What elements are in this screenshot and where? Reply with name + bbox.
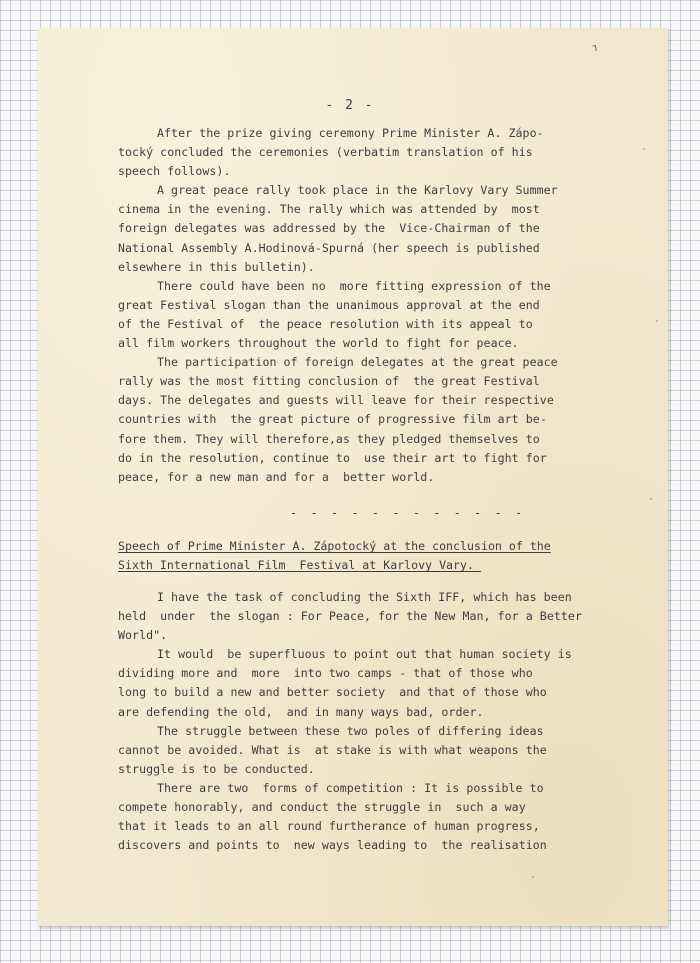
text-line: do in the resolution, continue to use their art to fight for [118,450,547,465]
text-line: The struggle between these two poles of differing ideas [157,723,544,738]
text-line: all film workers throughout the world to fight for peace. [118,336,519,351]
speech-text [118,588,638,855]
paper-speck [650,498,652,500]
paper-speck [532,876,534,878]
intro-text [118,124,638,487]
text-line: great Festival slogan than the unanimous approval at the end [118,297,540,312]
text-line: compete honorably, and conduct the struggle in such a way [118,800,526,815]
text-line: peace, for a new man and for a better world. [118,469,435,484]
text-line: The participation of foreign delegates at the great peace [157,355,558,370]
paragraph-3 [118,277,638,353]
paragraph-1 [118,124,638,181]
text-line: National Assembly A.Hodinová-Spurná (her speech is published [118,240,540,255]
paper-speck [643,148,645,150]
speech-paragraph-3 [118,722,638,779]
text-line: It would be superfluous to point out that human society is [157,647,572,662]
text-line: rally was the most fitting conclusion of the great Festival [118,374,540,389]
paragraph-2 [118,181,638,276]
text-line: A great peace rally took place in the Karlovy Vary Summer [157,183,558,198]
text-line: World". [118,628,168,643]
text-line: are defending the old, and in many ways bad, order. [118,704,484,719]
paper-speck [656,320,658,322]
text-line: countries with the great picture of progressive film art be- [118,412,547,427]
speech-paragraph-2 [118,645,638,721]
text-line: fore them. They will therefore,as they pledged themselves to [118,431,540,446]
corner-mark: ٦ [592,44,598,54]
section-divider: - - - - - - - - - - - - [290,506,526,520]
speech-heading [118,537,551,575]
text-line: tocký concluded the ceremonies (verbatim translation of his [118,145,533,160]
text-line: cinema in the evening. The rally which was attended by most [118,202,540,217]
text-line: cannot be avoided. What is at stake is with what weapons the [118,742,547,757]
text-line: discovers and points to new ways leading to the realisation [118,838,547,853]
paragraph-4 [118,353,638,487]
text-line: There could have been no more fitting expression of the [157,278,551,293]
speech-paragraph-1 [118,588,638,645]
heading-line: Speech of Prime Minister A. Zápotocký at the conclusion of the [118,539,551,553]
speech-paragraph-4 [118,779,638,855]
text-line: days. The delegates and guests will leave for their respective [118,393,554,408]
text-line: struggle is to be conducted. [118,761,315,776]
text-line: I have the task of concluding the Sixth IFF, which has been [157,590,572,604]
text-line: held under the slogan : For Peace, for the New Man, for a Better [118,609,582,624]
text-line: There are two forms of competition : It is possible to [157,780,544,795]
text-line: long to build a new and better society and that of those who [118,685,547,700]
text-line: elsewhere in this bulletin). [118,259,315,274]
text-line: After the prize giving ceremony Prime Minister A. Zápo- [157,126,544,140]
text-line: that it leads to an all round furtherance of human progress, [118,819,540,834]
page-number: - 2 - [325,98,375,113]
text-line: foreign delegates was addressed by the Vice-Chairman of the [118,221,540,236]
text-line: speech follows). [118,164,231,179]
text-line: dividing more and more into two camps - that of those who [118,666,533,681]
heading-line: Sixth International Film Festival at Karlovy Vary._ [118,558,481,573]
text-line: of the Festival of the peace resolution with its appeal to [118,316,533,331]
